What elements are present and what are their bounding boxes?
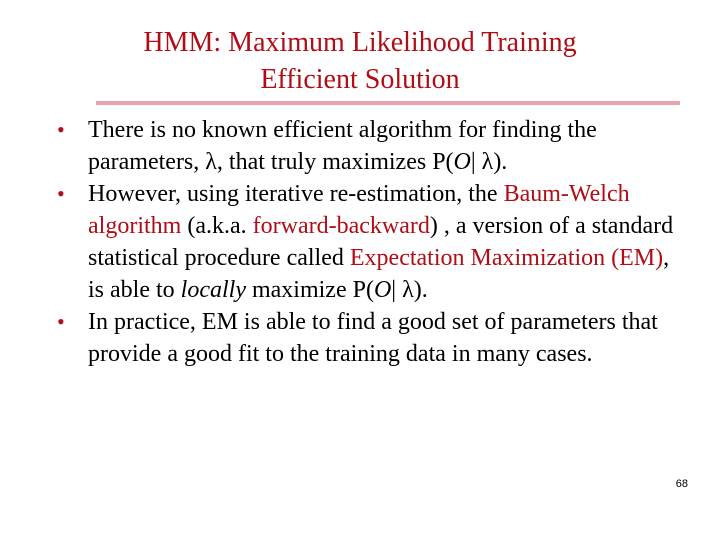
bullet-1-end: | λ). — [470, 149, 508, 175]
bullet-item-3 — [54, 306, 674, 370]
bullet-item-1 — [54, 114, 674, 178]
bullet-marker: • — [57, 117, 65, 142]
bullet-2-text-5: maximize P( — [245, 277, 374, 303]
bullet-1-italic-o: O — [453, 149, 471, 175]
bullet-2-text-2: (a.k.a. — [181, 213, 253, 239]
bullet-3-text: In practice, EM is able to find a good set of parameters that provide a good fit to the training data in many cases. — [88, 309, 658, 367]
bullet-2-text-3: ) , a version of a standard statistical procedure called — [88, 213, 674, 271]
page-number: 68 — [675, 478, 688, 490]
bullet-1-text: There is no known efficient algorithm for finding the parameters, λ, that truly maximizes P( — [88, 117, 597, 175]
forward-backward-term: forward-backward — [252, 213, 430, 239]
expectation-maximization-term: Expectation Maximization (EM) — [349, 245, 664, 271]
bullet-marker: • — [57, 309, 65, 334]
bullet-list — [54, 114, 674, 370]
bullet-item-2 — [54, 178, 674, 306]
bullet-marker: • — [57, 181, 65, 206]
locally-word: locally — [180, 277, 246, 303]
bullet-2-text-4: , is able to — [88, 245, 670, 303]
baum-welch-term: Baum-Welch algorithm — [88, 181, 630, 239]
slide-title — [60, 24, 660, 98]
title-underline-rule — [96, 101, 680, 105]
title-line-2: Efficient Solution — [260, 64, 460, 95]
title-line-1: HMM: Maximum Likelihood Training — [143, 27, 577, 58]
bullet-2-text-1: However, using iterative re-estimation, the — [88, 181, 504, 207]
bullet-2-end: | λ). — [391, 277, 428, 303]
bullet-2-italic-o: O — [373, 277, 392, 303]
